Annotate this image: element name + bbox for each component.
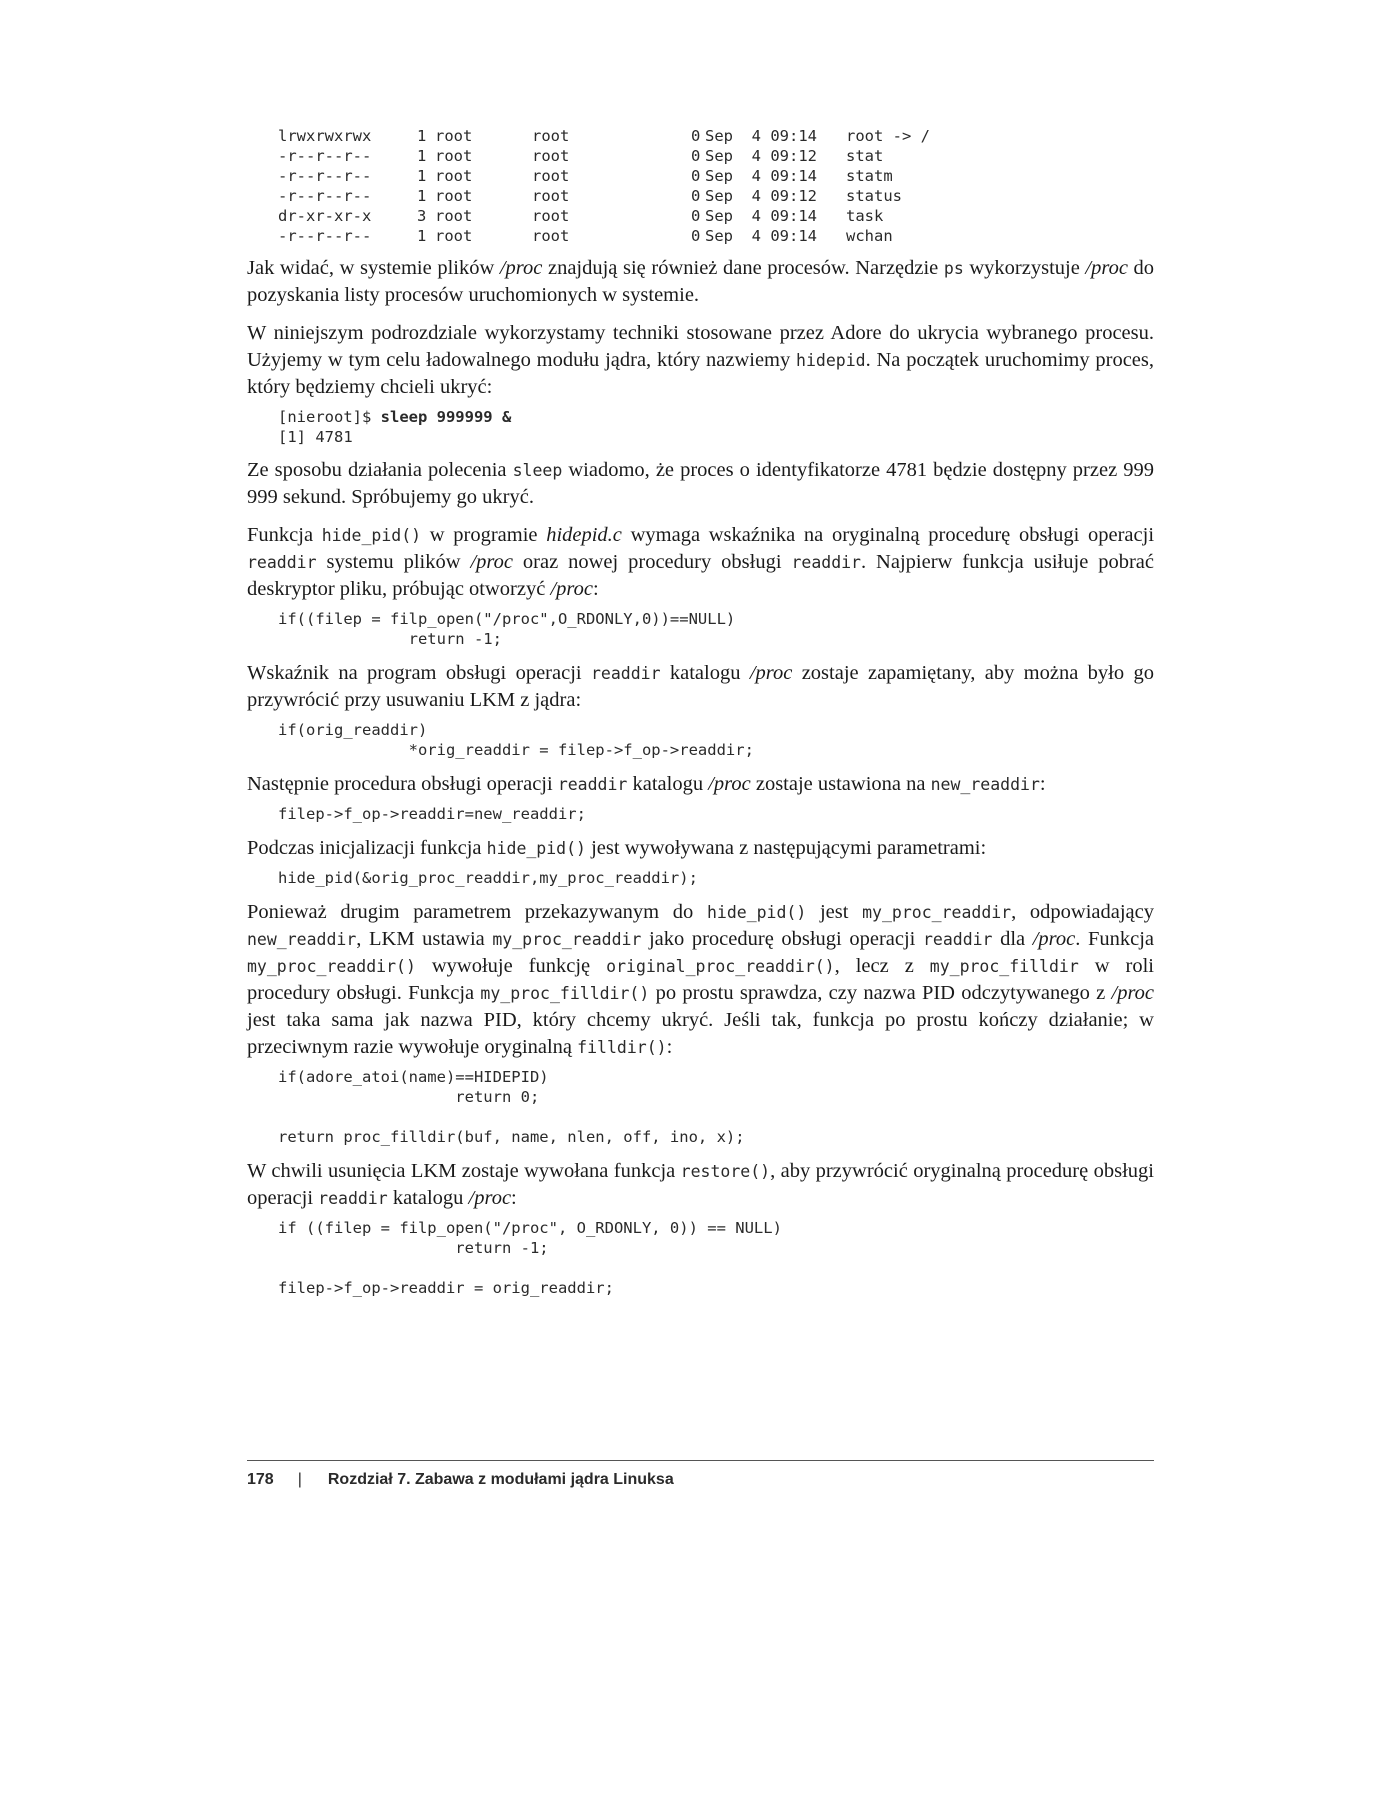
- paragraph-proc-intro: Jak widać, w systemie plików /proc znajdują się również dane procesów. Narzędzie ps wykorzystuje /proc do pozyskania listy procesów uruchomionych w systemie.: [247, 257, 1155, 306]
- paragraph-hide-process: W niniejszym podrozdziale wykorzystamy techniki stosowane przez Adore do ukrycia wybranego procesu. Użyjemy w tym celu ładowalnego modułu jądra, który nazwiemy hidepid. Na początek uruchomimy proces, który będziemy chcieli ukryć:: [247, 322, 1154, 398]
- code-restore: if ((filep = filp_open("/proc", O_RDONLY, 0)) == NULL) return -1; filep->f_op->readdir = orig_readdir;: [278, 1219, 782, 1297]
- page-footer: [247, 1460, 1154, 1489]
- chapter-title: Rozdział 7. Zabawa z modułami jądra Linuksa: [327, 1471, 674, 1488]
- footer-separator: |: [297, 1471, 302, 1488]
- code-filp-open: if((filep = filp_open("/proc",O_RDONLY,0))==NULL) return -1;: [278, 610, 736, 648]
- listing-row: dr-xr-xr-x 3 root root 0 Sep 4 09:14 task: [278, 207, 884, 225]
- code-hide-pid-call: hide_pid(&orig_proc_readdir,my_proc_readdir);: [278, 869, 698, 887]
- paragraph-hide-pid: Funkcja hide_pid() w programie hidepid.c wymaga wskaźnika na oryginalną procedurę obsługi operacji readdir systemu plików /proc oraz nowej procedury obsługi readdir. Najpierw funkcja usiłuje pobrać deskryptor pliku, próbując otworzyć /proc:: [247, 524, 1155, 600]
- page-number: 178: [247, 1471, 274, 1488]
- code-orig-readdir: if(orig_readdir) *orig_readdir = filep->f_op->readdir;: [278, 721, 754, 759]
- page-content: [247, 126, 1154, 1298]
- paragraph-sleep: Ze sposobu działania polecenia sleep wiadomo, że proces o identyfikatorze 4781 będzie dostępny przez 999 999 sekund. Spróbujemy go ukryć.: [247, 459, 1154, 508]
- paragraph-init: Podczas inicjalizacji funkcja hide_pid() jest wywoływana z następującymi parametrami:: [247, 837, 987, 859]
- listing-row: -r--r--r-- 1 root root 0 Sep 4 09:12 stat: [278, 147, 884, 165]
- paragraph-restore: W chwili usunięcia LKM zostaje wywołana funkcja restore(), aby przywrócić oryginalną procedurę obsługi operacji readdir katalogu /proc:: [247, 1160, 1154, 1209]
- listing-row: -r--r--r-- 1 root root 0 Sep 4 09:14 wchan: [278, 227, 893, 245]
- directory-listing: [247, 126, 1154, 246]
- code-sleep-command: [nieroot]$ sleep 999999 & [1] 4781: [278, 408, 512, 446]
- listing-row: lrwxrwxrwx 1 root root 0 Sep 4 09:14 root -> /: [278, 127, 930, 145]
- code-set-readdir: filep->f_op->readdir=new_readdir;: [278, 805, 586, 823]
- paragraph-my-proc-readdir: Ponieważ drugim parametrem przekazywanym do hide_pid() jest my_proc_readdir, odpowiadający new_readdir, LKM ustawia my_proc_readdir jako procedurę obsługi operacji readdir dla /proc. Funkcja my_proc_readdir() wywołuje funkcję original_proc_readdir(), lecz z my_proc_filldir w roli procedury obsługi. Funkcja my_proc_filldir() po prostu sprawdza, czy nazwa PID odczytywanego z /proc jest taka sama jak nazwa PID, który chcemy ukryć. Jeśli tak, funkcja po prostu kończy działanie; w przeciwnym razie wywołuje oryginalną filldir():: [247, 901, 1155, 1058]
- listing-row: -r--r--r-- 1 root root 0 Sep 4 09:12 status: [278, 187, 902, 205]
- listing-row: -r--r--r-- 1 root root 0 Sep 4 09:14 statm: [278, 167, 893, 185]
- paragraph-new-readdir: Następnie procedura obsługi operacji readdir katalogu /proc zostaje ustawiona na new_readdir:: [247, 773, 1046, 795]
- code-filldir-check: if(adore_atoi(name)==HIDEPID) return 0; return proc_filldir(buf, name, nlen, off, ino, x);: [278, 1068, 745, 1146]
- paragraph-orig-readdir: Wskaźnik na program obsługi operacji readdir katalogu /proc zostaje zapamiętany, aby można było go przywrócić przy usuwaniu LKM z jądra:: [247, 662, 1154, 711]
